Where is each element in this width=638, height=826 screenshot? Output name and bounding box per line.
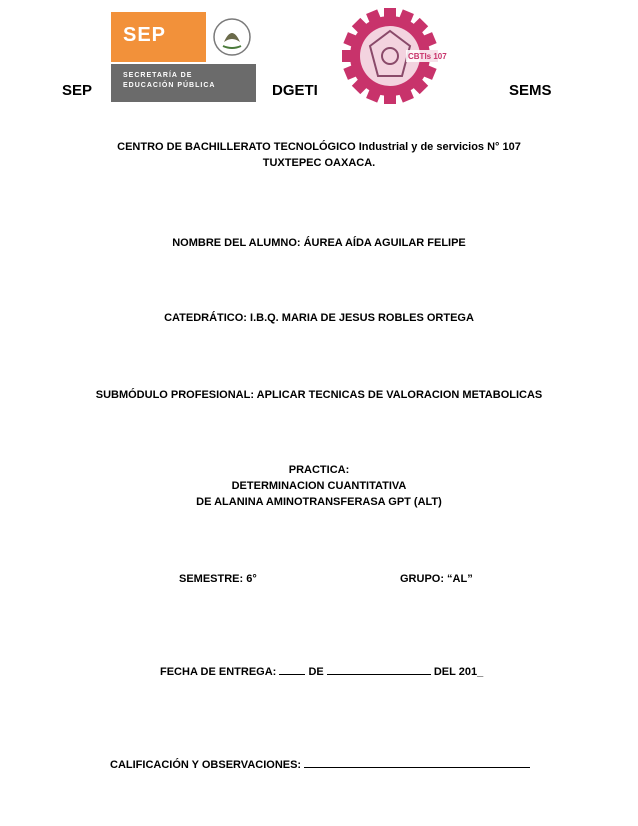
- mexican-eagle-icon: [211, 16, 253, 58]
- delivery-label: FECHA DE ENTREGA:: [160, 666, 277, 678]
- delivery-date: [160, 665, 483, 678]
- sep-logo-word: SEP: [123, 24, 167, 46]
- cbtis-gear-logo: [340, 6, 447, 106]
- semester: SEMESTRE: 6°: [179, 573, 257, 585]
- grade-observations: [110, 758, 530, 771]
- sep-logo-line1: SECRETARÍA DE: [123, 72, 193, 79]
- sep-logo-line2: EDUCACIÓN PÚBLICA: [123, 82, 216, 89]
- day-blank[interactable]: [279, 665, 305, 675]
- sep-logo: [111, 12, 256, 102]
- delivery-de: DE: [308, 666, 324, 678]
- header-sep: SEP: [62, 82, 93, 99]
- group: GRUPO: “AL”: [400, 573, 473, 585]
- student-name: NOMBRE DEL ALUMNO: ÁUREA AÍDA AGUILAR FELIPE: [172, 237, 466, 249]
- delivery-year: DEL 201_: [433, 666, 484, 678]
- institution-line2: TUXTEPEC OAXACA.: [262, 157, 376, 169]
- header-dgeti: DGETI: [272, 82, 318, 99]
- submodule: SUBMÓDULO PROFESIONAL: APLICAR TECNICAS DE VALORACION METABOLICAS: [95, 389, 543, 401]
- grade-label: CALIFICACIÓN Y OBSERVACIONES:: [110, 759, 302, 771]
- practice-line1: PRACTICA:: [288, 464, 350, 476]
- header-sems: SEMS: [509, 82, 552, 99]
- practice-line2: DETERMINACION CUANTITATIVA: [231, 480, 407, 492]
- practice-line3: DE ALANINA AMINOTRANSFERASA GPT (ALT): [196, 496, 442, 508]
- gear-logo-text: CBTIs 107: [408, 52, 447, 61]
- month-blank[interactable]: [327, 665, 431, 675]
- teacher-name: CATEDRÁTICO: I.B.Q. MARIA DE JESUS ROBLES ORTEGA: [164, 312, 474, 324]
- institution-line1: CENTRO DE BACHILLERATO TECNOLÓGICO Industrial y de servicios N° 107: [117, 141, 521, 153]
- grade-blank[interactable]: [304, 758, 530, 768]
